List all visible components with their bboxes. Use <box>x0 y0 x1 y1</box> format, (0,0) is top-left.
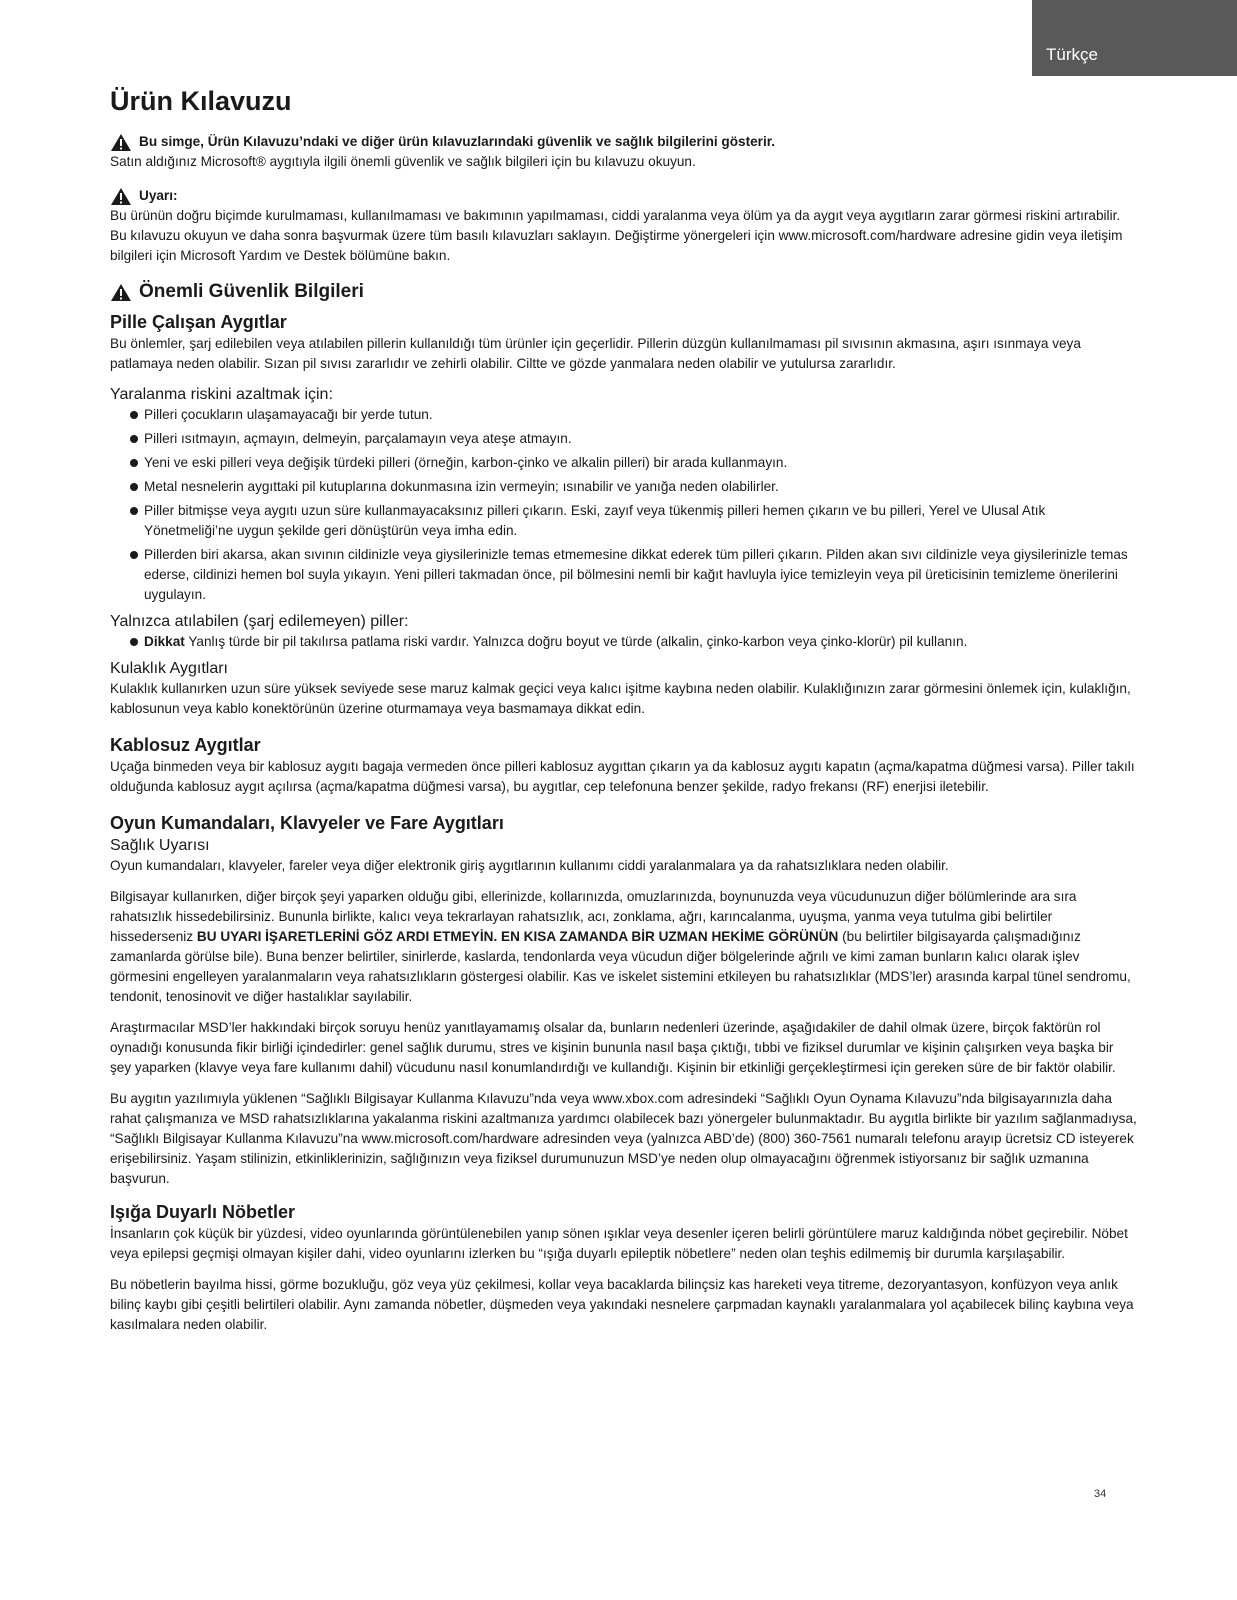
list-item: Pillerden biri akarsa, akan sıvının cildinizle veya giysilerinizle temas etmemesine dikkat ederek tüm pilleri çıkarın. Pilden akan sıvı cildinizle veya giysilerinizle temas ederse, cildinizi hemen bol suyla yıkayın. Yeni pilleri takmadan önce, pil bölmesini nemli bir kağıt havluyla iyice temizleyin veya pil üreticisinin temizleme önerilerini uygulayın. <box>130 545 1138 605</box>
safety-heading-text: Önemli Güvenlik Bilgileri <box>139 281 364 302</box>
input-devices-p2: Bilgisayar kullanırken, diğer birçok şeyi yaparken olduğu gibi, ellerinizde, kollarınızda, omuzlarınızda, boynunuzda veya vücudunuzun diğer bölümlerinde ara sıra rahatsızlık hissedebilirsiniz. Bununla birlikte, kalıcı veya tekrarlayan rahatsızlık, acı, zonklama, ağrı, karıncalanma, uyuşma, yanma veya tutulma gibi belirtiler hissederseniz BU UYARI İŞARETLERİNİ GÖZ ARDI ETMEYİN. EN KISA ZAMANDA BİR UZMAN HEKİME GÖRÜNÜN (bu belirtiler bilgisayarda çalışmadığınız zamanlarda görülse bile). Buna benzer belirtiler, sinirlerde, kaslarda, tendonlarda veya vücudun diğer bölgelerinde ağrılı ve kimi zaman bunların kalıcı olarak işlev görmesini engelleyen yaralanmaların veya rahatsızlıkların göstergesi olabilir. Kas ve iskelet sistemini etkileyen bu rahatsızlıklar (MDS’ler) arasında karpal tünel sendromu, tendonit, tenosinovit ve diğer hastalıklar sayılabilir. <box>110 889 1131 1004</box>
warning-label-row <box>110 186 1138 206</box>
list-item: Piller bitmişse veya aygıtı uzun süre kullanmayacaksınız pilleri çıkarın. Eski, zayıf veya tükenmiş pilleri hemen çıkarın ve bu pilleri, Yerel ve Ulusal Atık Yönetmeliği’ne uygun şekilde geri dönüştürün veya imha edin. <box>130 501 1138 541</box>
risk-list <box>110 405 1138 605</box>
intro-section <box>110 132 1138 172</box>
headset-heading: Kulaklık Aygıtları <box>110 660 228 677</box>
page-title: Ürün Kılavuzu <box>110 86 292 116</box>
page-number: 34 <box>1094 1488 1107 1500</box>
list-item: Metal nesnelerin aygıttaki pil kutuplarına dokunmasına izin vermeyin; ısınabilir ve yanığa neden olabilirler. <box>130 477 1138 497</box>
risk-heading: Yaralanma riskini azaltmak için: <box>110 386 333 403</box>
read-note: Satın aldığınız Microsoft® aygıtıyla ilgili önemli güvenlik ve sağlık bilgileri için bu kılavuzu okuyun. <box>110 154 696 169</box>
warning-triangle-icon <box>110 283 132 302</box>
seizures-p2: Bu nöbetlerin bayılma hissi, görme bozukluğu, göz veya yüz çekilmesi, kollar veya bacaklarda bilinçsiz kas hareketi veya titreme, dezoryantasyon, konfüzyon veya anlık bilinç kaybı gibi çeşitli belirtileri olabilir. Aynı zamanda nöbetler, düşmeden veya yakındaki nesnelere çarpmadan kaynaklı yaralanmalara yol açabilecek bilinç kaybına veya kasılmalara neden olabilir. <box>110 1277 1134 1332</box>
health-warning-heading: Sağlık Uyarısı <box>110 837 210 854</box>
caution-label: Dikkat <box>144 634 185 649</box>
warning-emphasis: BU UYARI İŞARETLERİNİ GÖZ ARDI ETMEYİN. EN KISA ZAMANDA BİR UZMAN HEKİME GÖRÜNÜN <box>196 929 839 944</box>
list-item: Pilleri çocukların ulaşamayacağı bir yerde tutun. <box>130 405 1138 425</box>
list-item: Yeni ve eski pilleri veya değişik türdeki pilleri (örneğin, karbon-çinko ve alkalin pilleri) bir arada kullanmayın. <box>130 453 1138 473</box>
warning-text: Bu ürünün doğru biçimde kurulmaması, kullanılmaması ve bakımının yapılmaması, ciddi yaralanma veya ölüm ya da aygıt veya aygıtların zarar görmesi riskini artırabilir. Bu kılavuzu okuyun ve daha sonra başvurmak üzere tüm basılı kılavuzları saklayın. Değiştirme yönergeleri için www.microsoft.com/hardware adresine gidin veya iletişim bilgileri için Microsoft Yardım ve Destek bölümüne bakın. <box>110 208 1123 263</box>
warning-triangle-icon <box>110 133 132 152</box>
manual-content <box>110 84 1138 1335</box>
input-devices-p4: Bu aygıtın yazılımıyla yüklenen “Sağlıklı Bilgisayar Kullanma Kılavuzu”nda veya www.xbox.com adresindeki “Sağlıklı Oyun Oynama Kılavuzu”nda bilgisayarınızla daha rahat çalışmanıza ve MSD rahatsızlıklarına yakalanma riskini azaltmanıza yardımcı olabilecek bazı yönergeler bulunmaktadır. Bu aygıtla birlikte bir yazılım sağlanmadıysa, “Sağlıklı Bilgisayar Kullanma Kılavuzu”na www.microsoft.com/hardware adresinden veya (yalnızca ABD’de) (800) 360-7561 numaralı telefonu arayıp ücretsiz CD isteyerek erişebilirsiniz. Yaşam stilinizin, etkinliklerinizin, sağlığınızın veya fiziksel durumunuzun MSD’ye neden olup olmayacağını öğrenmek istiyorsanız bir sağlık uzmanına başvurun. <box>110 1091 1137 1186</box>
symbol-note-text: Bu simge, Ürün Kılavuzu’ndaki ve diğer ürün kılavuzlarındaki güvenlik ve sağlık bilgilerini gösterir. <box>139 134 776 149</box>
wireless-heading: Kablosuz Aygıtlar <box>110 735 261 755</box>
disposable-list <box>110 632 1138 652</box>
wireless-text: Uçağa binmeden veya bir kablosuz aygıtı bagaja vermeden önce pilleri kablosuz aygıttan çıkarın ya da kablosuz aygıtı kapatın (açma/kapatma düğmesi varsa). Piller takılı olduğunda kablosuz aygıt açılırsa (açma/kapatma düğmesi varsa), bu aygıtlar, cep telefonuna benzer şekilde, radyo frekansı (RF) enerjisi iletebilir. <box>110 759 1135 794</box>
input-devices-p1: Oyun kumandaları, klavyeler, fareler veya diğer elektronik giriş aygıtlarının kullanımı ciddi yaralanmalara ya da rahatsızlıklara neden olabilir. <box>110 858 949 873</box>
safety-heading <box>110 280 1138 304</box>
battery-heading: Pille Çalışan Aygıtlar <box>110 312 287 332</box>
warning-triangle-icon <box>110 187 132 206</box>
input-devices-heading: Oyun Kumandaları, Klavyeler ve Fare Aygıtları <box>110 813 504 833</box>
language-tab <box>1032 0 1237 76</box>
list-item: Dikkat Yanlış türde bir pil takılırsa patlama riski vardır. Yalnızca doğru boyut ve türde (alkalin, çinko-karbon veya çinko-klorür) pil kullanın. <box>130 632 1138 652</box>
disposable-heading: Yalnızca atılabilen (şarj edilemeyen) piller: <box>110 613 409 630</box>
symbol-note <box>110 132 1138 152</box>
warning-section <box>110 186 1138 266</box>
input-devices-p3: Araştırmacılar MSD’ler hakkındaki birçok soruyu henüz yanıtlayamamış olsalar da, bunların nedenleri üzerinde, aşağıdakiler de dahil olmak üzere, birçok faktörün rol oynadığı konusunda fikir birliği içindedirler: genel sağlık durumu, stres ve kişinin bununla nasıl başa çıktığı, tıbbi ve fiziksel durumlar ve kişinin çalışırken veya başka bir şey yaparken (klavye veya fare kullanımı dahil) vücudunu nasıl konumlandırdığı ve kullandığı. Kişinin bir etkinliği gerçekleştirmesi için gereken süre de bir faktör olabilir. <box>110 1020 1116 1075</box>
warning-label: Uyarı: <box>139 188 178 203</box>
battery-text: Bu önlemler, şarj edilebilen veya atılabilen pillerin kullanıldığı tüm ürünler için geçerlidir. Pillerin düzgün kullanılmaması pil sıvısının akmasına, aşırı ısınmaya veya patlamaya neden olabilir. Sızan pil sıvısı zararlıdır ve zehirli olabilir. Ciltte ve gözde yanmalara neden olabilir ve yutulursa zararlıdır. <box>110 336 1081 371</box>
list-item: Pilleri ısıtmayın, açmayın, delmeyin, parçalamayın veya ateşe atmayın. <box>130 429 1138 449</box>
language-label: Türkçe <box>1046 45 1098 64</box>
seizures-heading: Işığa Duyarlı Nöbetler <box>110 1202 296 1222</box>
seizures-p1: İnsanların çok küçük bir yüzdesi, video oyunlarında görüntülenebilen yanıp sönen ışıklar veya desenler içeren belirli görüntülere maruz kaldığında nöbet geçirebilir. Nöbet veya epilepsi geçmişi olmayan kişiler dahi, video oyunlarını izlerken bu “ışığa duyarlı epileptik nöbetlere” neden olan teşhis edilmemiş bir durumla karşılaşabilir. <box>110 1226 1128 1261</box>
headset-text: Kulaklık kullanırken uzun süre yüksek seviyede sese maruz kalmak geçici veya kalıcı işitme kaybına neden olabilir. Kulaklığınızın zarar görmesini önlemek için, kulaklığın, kablosunun veya kablo konektörünün üzerine oturmamaya veya basmamaya dikkat edin. <box>110 681 1131 716</box>
